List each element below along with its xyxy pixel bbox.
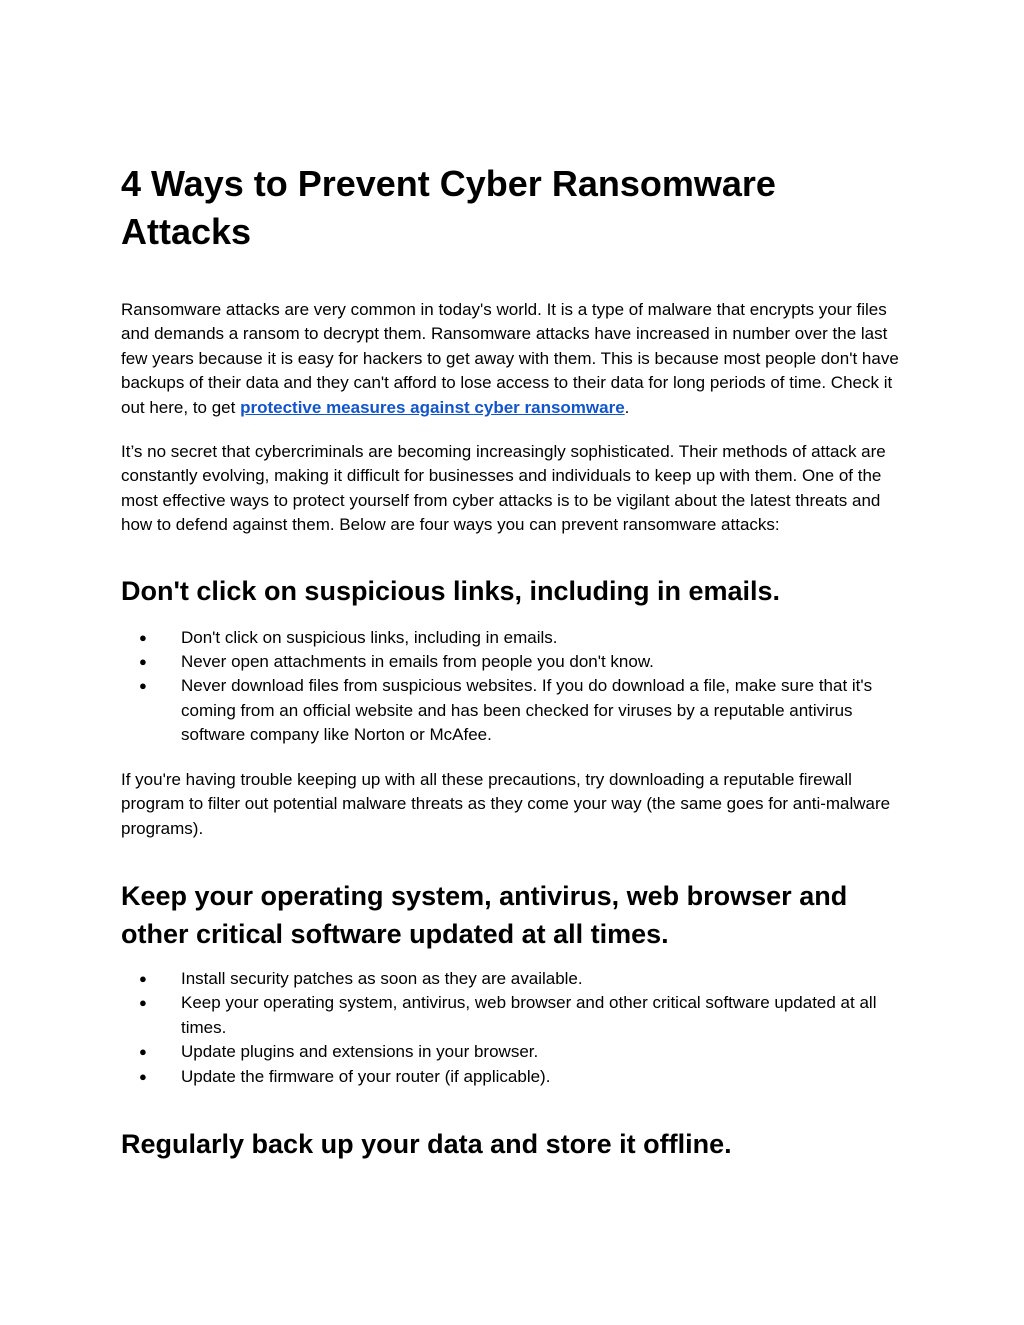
section-heading-updates: Keep your operating system, antivirus, web browser and other critical software updated at all times.	[121, 880, 848, 949]
bullet-icon: ●	[139, 654, 147, 670]
bullet-icon: ●	[139, 1044, 147, 1060]
bullet-icon: ●	[139, 970, 147, 986]
bullet-icon: ●	[139, 1068, 147, 1084]
list-item-text: Update plugins and extensions in your browser.	[181, 1042, 539, 1062]
list-item	[121, 674, 907, 747]
protective-measures-link[interactable]: protective measures against cyber ransomware	[240, 397, 625, 417]
list-item	[121, 967, 907, 991]
section-heading-backup: Regularly back up your data and store it offline.	[121, 1128, 732, 1159]
bullet-icon: ●	[139, 678, 147, 694]
intro-paragraph	[121, 298, 907, 420]
threats-paragraph: It’s no secret that cybercriminals are becoming increasingly sophisticated. Their methods of attack are constantly evolving, making it difficult for businesses and individuals to keep up with them. One of the most effective ways to protect yourself from cyber attacks is to be vigilant about the latest threats and how to defend against them. Below are four ways you can prevent ransomware attacks:	[121, 442, 886, 535]
updates-bullet-list	[121, 967, 907, 1089]
bullet-icon: ●	[139, 995, 147, 1011]
bullet-icon: ●	[139, 629, 147, 645]
section-heading-links: Don't click on suspicious links, including in emails.	[121, 575, 781, 606]
list-item-text: Install security patches as soon as they are available.	[181, 968, 583, 988]
list-item-text: Keep your operating system, antivirus, web browser and other critical software updated at all times.	[181, 993, 877, 1037]
list-item-text: Never open attachments in emails from people you don't know.	[181, 652, 654, 672]
precautions-paragraph: If you're having trouble keeping up with all these precautions, try downloading a reputable firewall program to filter out potential malware threats as they come your way (the same goes for anti-malware programs).	[121, 769, 891, 838]
document-page	[121, 160, 907, 1163]
intro-text-end: .	[624, 397, 630, 417]
list-item	[121, 650, 907, 674]
list-item	[121, 991, 907, 1040]
list-item	[121, 1040, 907, 1064]
list-item-text: Don't click on suspicious links, including in emails.	[181, 627, 558, 647]
document-title: 4 Ways to Prevent Cyber Ransomware Attacks	[121, 163, 776, 252]
list-item-text: Update the firmware of your router (if applicable).	[181, 1066, 551, 1086]
intro-text: Ransomware attacks are very common in today's world. It is a type of malware that encrypts your files and demands a ransom to decrypt them. Ransomware attacks have increased in number over the last few years because it is easy for hackers to get away with them. This is because most people don't have backups of their data and they can't afford to lose access to their data for long periods of time. Check it out here, to get	[121, 300, 899, 417]
links-bullet-list	[121, 626, 907, 748]
list-item	[121, 1065, 907, 1089]
list-item-text: Never download files from suspicious websites. If you do download a file, make sure that it's coming from an official website and has been checked for viruses by a reputable antivirus software company like Norton or McAfee.	[181, 676, 873, 745]
list-item	[121, 626, 907, 650]
